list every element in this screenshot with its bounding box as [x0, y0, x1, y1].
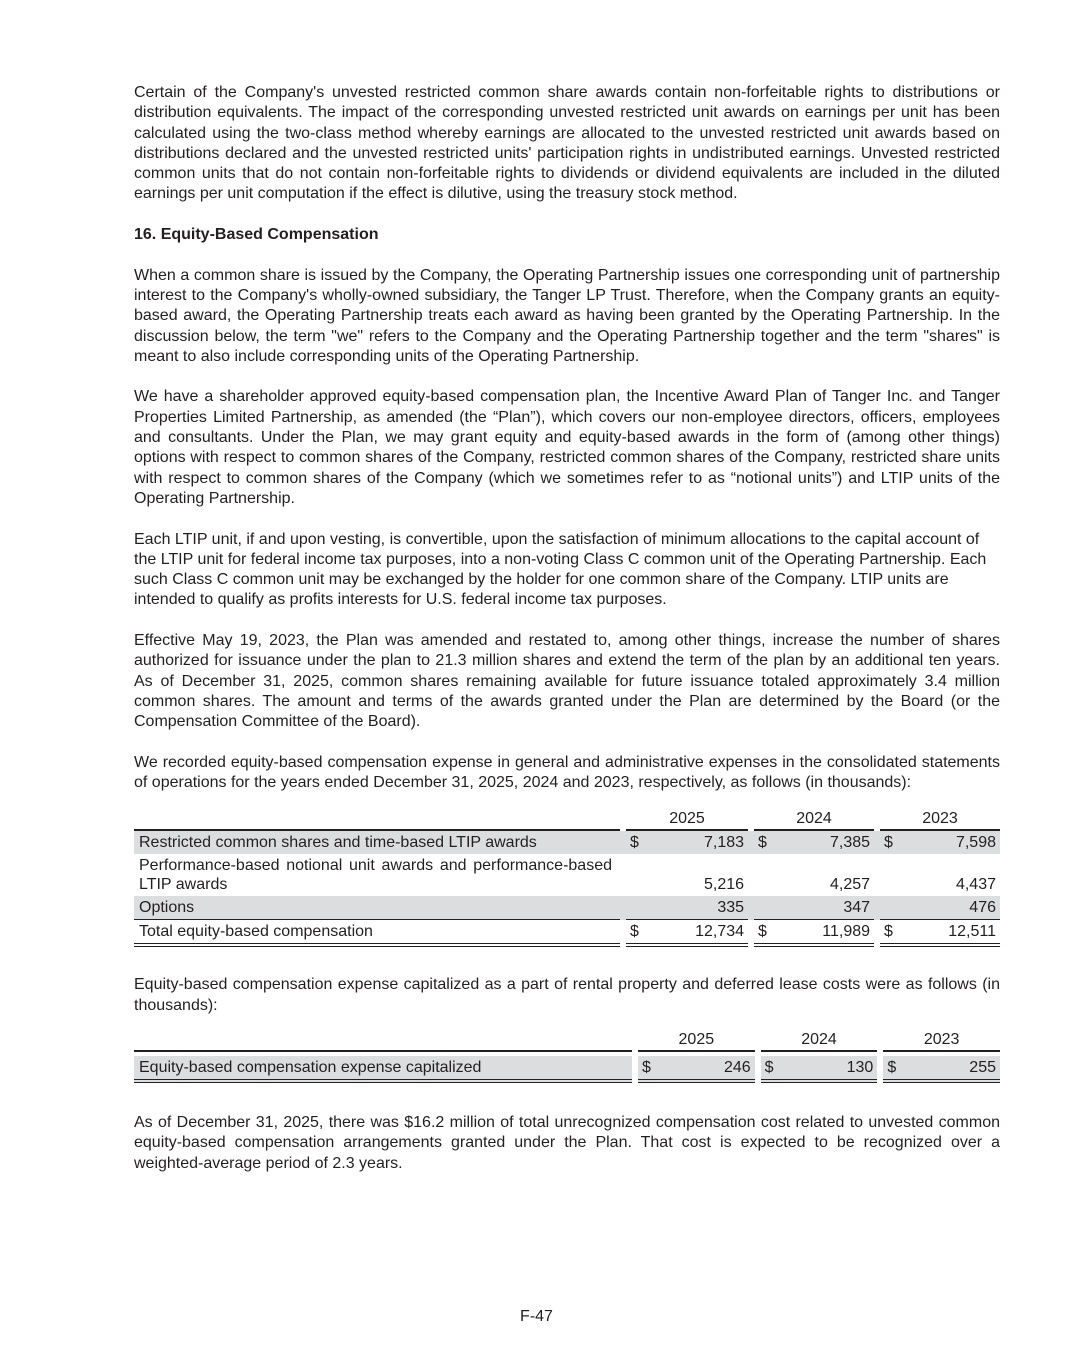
- page-number: F-47: [520, 1308, 553, 1325]
- table-row: Options 335 347 476: [134, 896, 1000, 920]
- section-heading: 16. Equity-Based Compensation: [134, 226, 379, 244]
- table-row: Restricted common shares and time-based LTIP awards $ 7,183 $ 7,385 $ 7,598: [134, 831, 1000, 854]
- table-header-row: [134, 1028, 1000, 1052]
- paragraph-eps-two-class: Certain of the Company's unvested restricted common share awards contain non-forfeitable rights to distributions or distribution equivalents. The impact of the corresponding unvested restricted unit awards on earnings per unit has been calculated using the two-class method whereby earnings are allocated to the unvested restricted unit awards based on distributions declared and the unvested restricted units' participation rights in undistributed earnings. Unvested restricted common units that do not contain non-forfeitable rights to dividends or dividend equivalents are included in the diluted earnings per unit computation if the effect is dilutive, using the treasury stock method.: [134, 84, 1000, 203]
- paragraph-capitalized: Equity-based compensation expense capitalized as a part of rental property and deferred lease costs were as follows (in thousands):: [134, 976, 1000, 1014]
- table-total-row: Total equity-based compensation $ 12,734 $ 11,989 $ 12,511: [134, 920, 1000, 947]
- table-header-row: [134, 807, 1000, 831]
- paragraph-ltip: Each LTIP unit, if and upon vesting, is convertible, upon the satisfaction of minimum allocations to the capital account of the LTIP unit for federal income tax purposes, into a non-voting Class C common unit of the Operating Partnership. Each such Class C common unit may be exchanged by the holder for one common share of the Company. LTIP units are intended to qualify as profits interests for U.S. federal income tax purposes.: [134, 530, 987, 609]
- paragraph-expense: We recorded equity-based compensation expense in general and administrative expenses in the consolidated statements of operations for the years ended December 31, 2025, 2024 and 2023, respectively, as follows (in thousands):: [134, 753, 1000, 792]
- year-header: 2025: [638, 1028, 755, 1052]
- paragraph-units: When a common share is issued by the Company, the Operating Partnership issues one corresponding unit of partnership interest to the Company's wholly-owned subsidiary, the Tanger LP Trust. Therefore, when the Company grants an equity-based award, the Operating Partnership treats each award as having been granted by the Operating Partnership. In the discussion below, the term "we" refers to the Company and the Operating Partnership together and the term "shares" is meant to also include corresponding units of the Operating Partnership.: [134, 266, 1000, 365]
- paragraph-amendment: Effective May 19, 2023, the Plan was amended and restated to, among other things, increase the number of shares authorized for issuance under the plan to 21.3 million shares and extend the term of the plan by an additional ten years. As of December 31, 2025, common shares remaining available for future issuance totaled approximately 3.4 million common shares. The amount and terms of the awards granted under the Plan are determined by the Board (or the Compensation Committee of the Board).: [134, 632, 1000, 731]
- paragraph-unrecognized-cost: As of December 31, 2025, there was $16.2 million of total unrecognized compensation cost related to unvested common equity-based compensation arrangements granted under the Plan. That cost is expected to be recognized over a weighted-average period of 2.3 years.: [134, 1113, 1000, 1172]
- year-header: 2023: [880, 807, 1000, 831]
- year-header: 2023: [883, 1028, 1000, 1052]
- table-row: Performance-based notional unit awards and performance-based LTIP awards 5,216 4,257 4,437: [139, 857, 996, 894]
- year-header: 2024: [761, 1028, 878, 1052]
- year-header: 2025: [626, 807, 748, 831]
- capitalized-expense-table: [134, 1028, 1000, 1083]
- year-header: 2024: [754, 807, 874, 831]
- paragraph-plan: We have a shareholder approved equity-based compensation plan, the Incentive Award Plan of Tanger Inc. and Tanger Properties Limited Partnership, as amended (the “Plan”), which covers our non-employee directors, officers, employees and consultants. Under the Plan, we may grant equity and equity-based awards in the form of (among other things) options with respect to common shares of the Company, restricted common shares of the Company, restricted share units with respect to common shares of the Company (which we sometimes refer to as “notional units”) and LTIP units of the Operating Partnership.: [134, 388, 1000, 507]
- compensation-expense-table: [134, 807, 1000, 947]
- table-row: Equity-based compensation expense capitalized $ 246 $ 130 $ 255: [134, 1056, 1000, 1083]
- document-body: [134, 83, 1000, 1194]
